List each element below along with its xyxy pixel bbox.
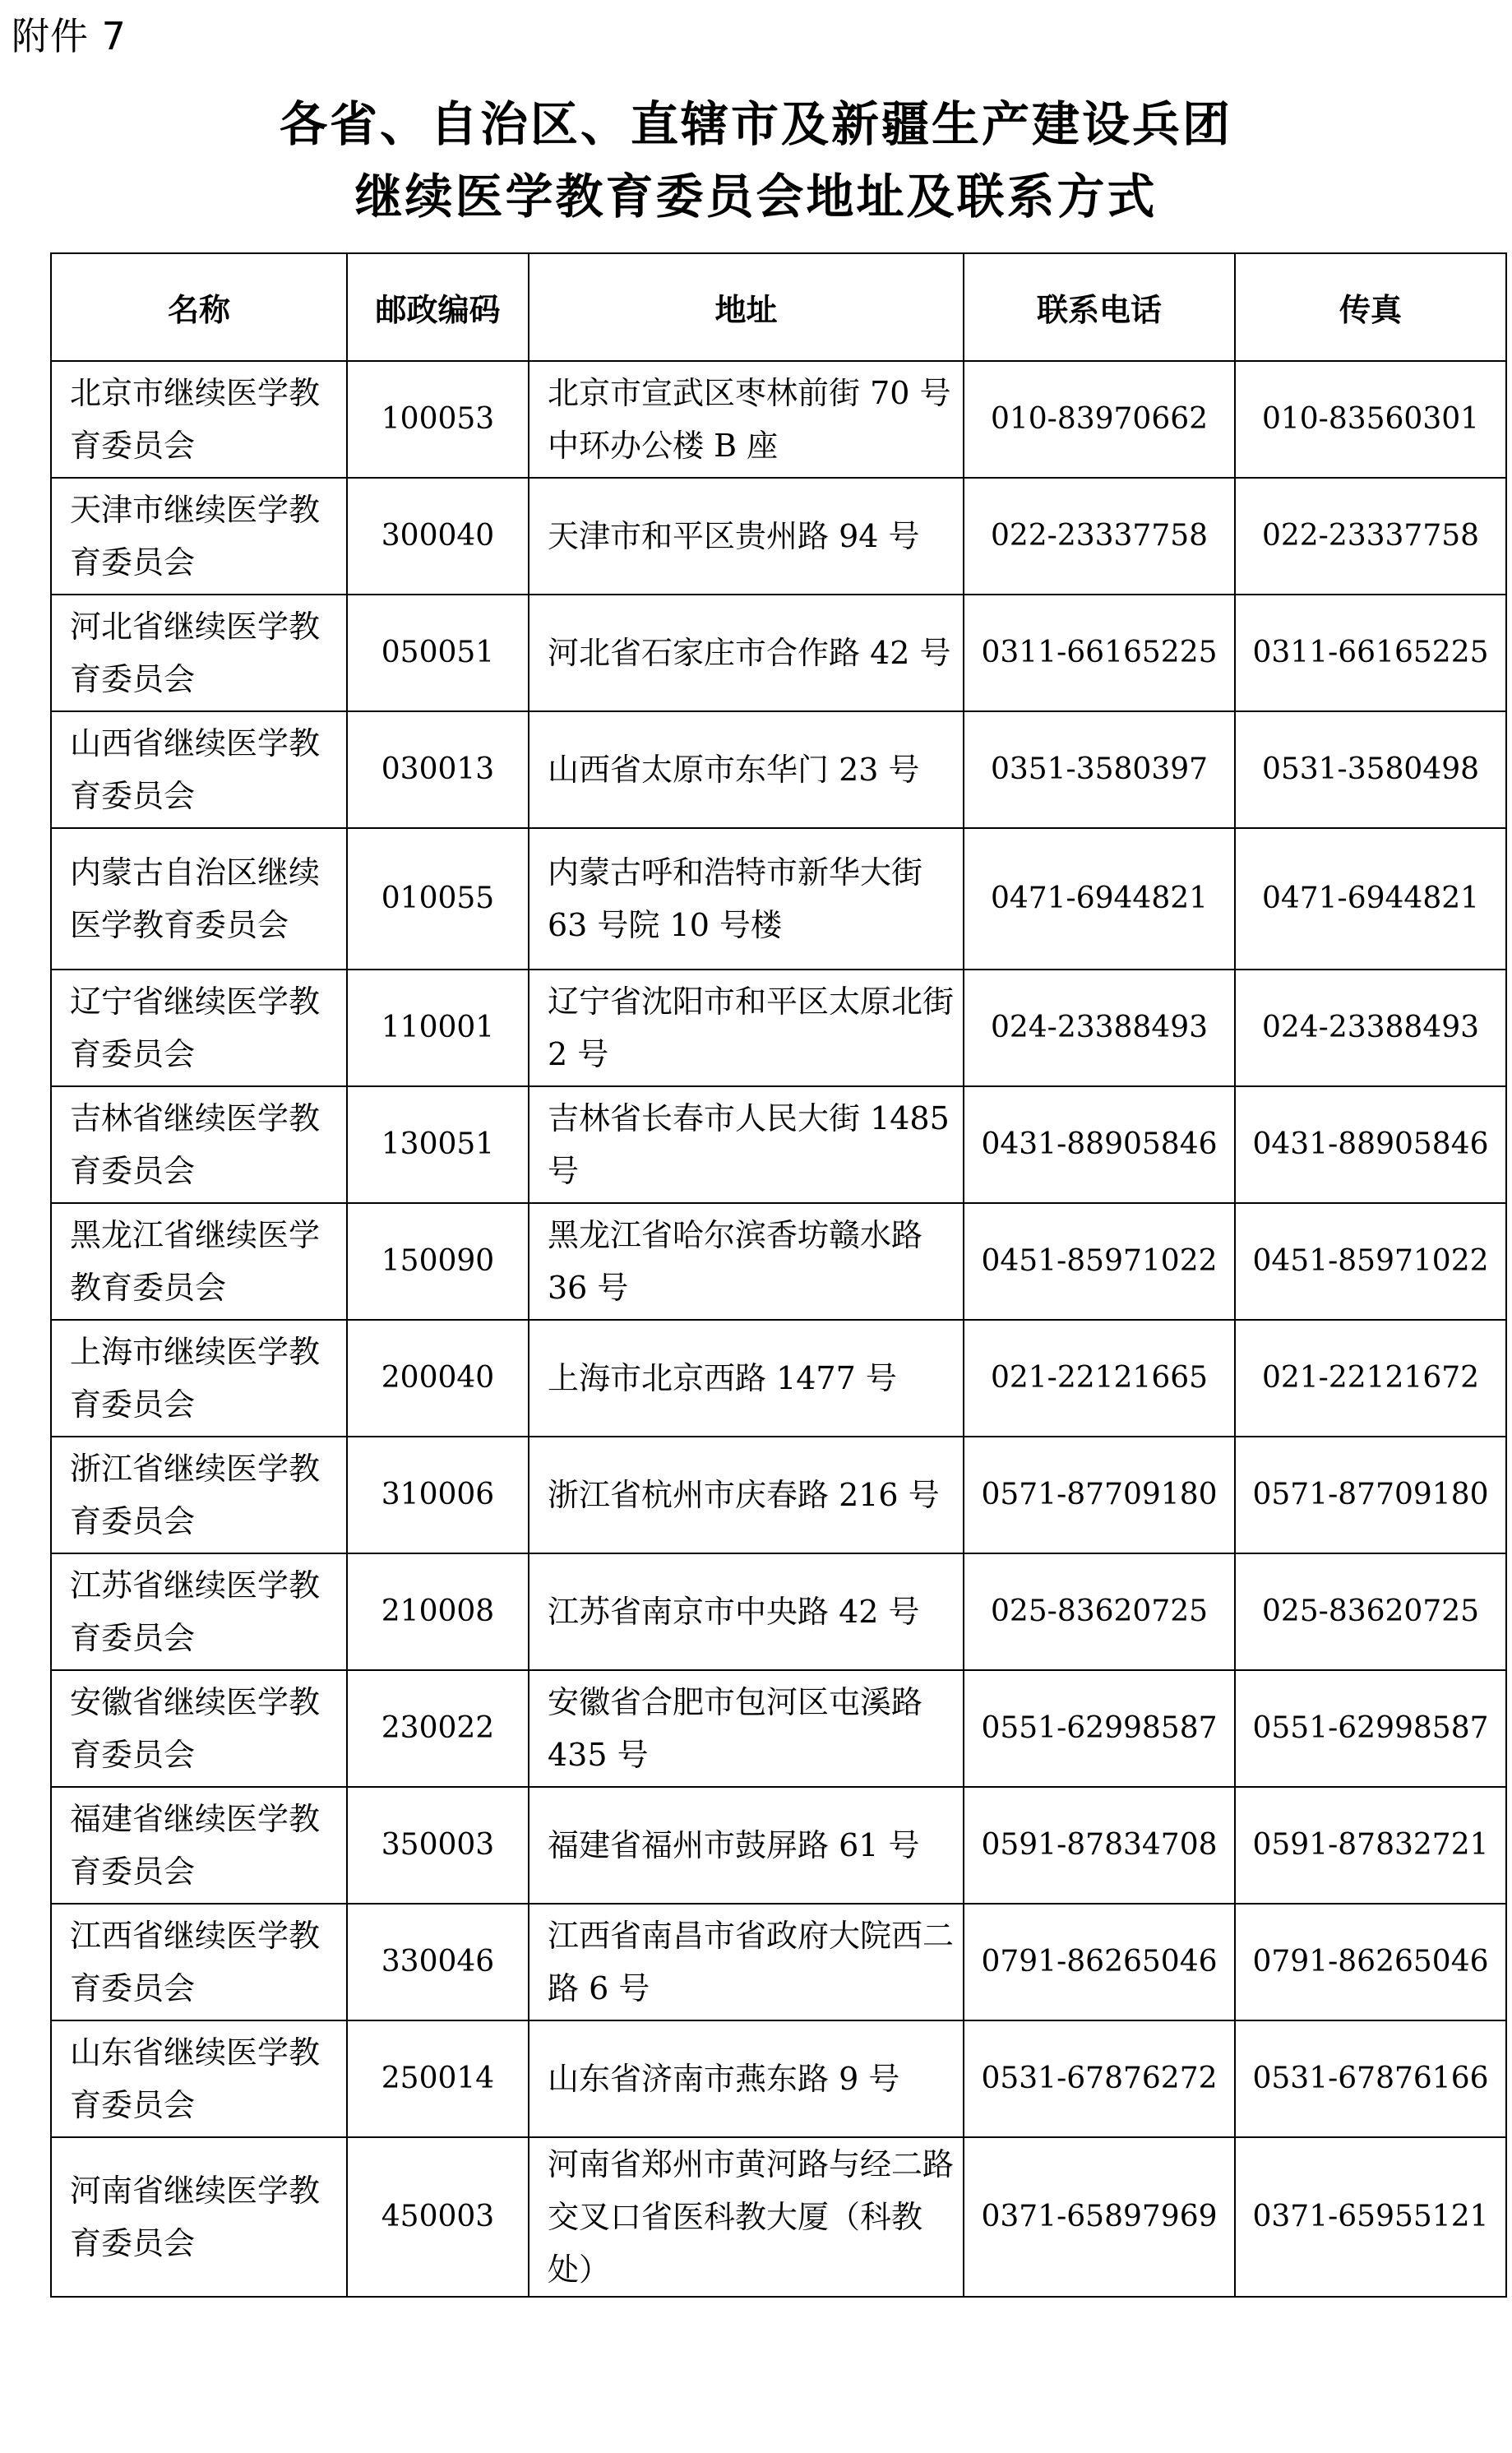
contact-table <box>50 252 1507 2298</box>
phone: 0431-88905846 <box>964 1086 1235 1203</box>
table-row <box>51 2137 1506 2297</box>
postcode: 010055 <box>347 828 529 970</box>
fax: 0531-67876166 <box>1235 2020 1506 2137</box>
phone: 0551-62998587 <box>964 1670 1235 1787</box>
org-name: 福建省继续医学教育委员会 <box>51 1787 347 1904</box>
fax: 024-23388493 <box>1235 970 1506 1086</box>
org-name: 吉林省继续医学教育委员会 <box>51 1086 347 1203</box>
postcode: 350003 <box>347 1787 529 1904</box>
fax: 0471-6944821 <box>1235 828 1506 970</box>
org-name: 山西省继续医学教育委员会 <box>51 711 347 828</box>
table-row <box>51 2020 1506 2137</box>
phone: 0591-87834708 <box>964 1787 1235 1904</box>
address: 山西省太原市东华门 23 号 <box>529 711 964 828</box>
address: 黑龙江省哈尔滨香坊赣水路 36 号 <box>529 1203 964 1320</box>
org-name: 辽宁省继续医学教育委员会 <box>51 970 347 1086</box>
postcode: 210008 <box>347 1553 529 1670</box>
phone: 0311-66165225 <box>964 595 1235 711</box>
table-row <box>51 361 1506 478</box>
phone: 0531-67876272 <box>964 2020 1235 2137</box>
address: 江西省南昌市省政府大院西二路 6 号 <box>529 1904 964 2020</box>
table-row <box>51 1086 1506 1203</box>
org-name: 上海市继续医学教育委员会 <box>51 1320 347 1437</box>
address: 辽宁省沈阳市和平区太原北街 2 号 <box>529 970 964 1086</box>
table-row <box>51 828 1506 970</box>
fax: 0591-87832721 <box>1235 1787 1506 1904</box>
fax: 010-83560301 <box>1235 361 1506 478</box>
table-row <box>51 1437 1506 1553</box>
address: 山东省济南市燕东路 9 号 <box>529 2020 964 2137</box>
fax: 0531-3580498 <box>1235 711 1506 828</box>
org-name: 安徽省继续医学教育委员会 <box>51 1670 347 1787</box>
phone: 0571-87709180 <box>964 1437 1235 1553</box>
org-name: 黑龙江省继续医学教育委员会 <box>51 1203 347 1320</box>
postcode: 100053 <box>347 361 529 478</box>
postcode: 330046 <box>347 1904 529 2020</box>
org-name: 北京市继续医学教育委员会 <box>51 361 347 478</box>
fax: 0371-65955121 <box>1235 2137 1506 2297</box>
table-row <box>51 711 1506 828</box>
address: 上海市北京西路 1477 号 <box>529 1320 964 1437</box>
attachment-label: 附件 7 <box>12 14 127 58</box>
table-row <box>51 1203 1506 1320</box>
address: 吉林省长春市人民大街 1485 号 <box>529 1086 964 1203</box>
phone: 0471-6944821 <box>964 828 1235 970</box>
table-row <box>51 595 1506 711</box>
fax: 025-83620725 <box>1235 1553 1506 1670</box>
address: 江苏省南京市中央路 42 号 <box>529 1553 964 1670</box>
title-line-1: 各省、自治区、直辖市及新疆生产建设兵团 <box>279 96 1232 152</box>
fax: 0551-62998587 <box>1235 1670 1506 1787</box>
phone: 0451-85971022 <box>964 1203 1235 1320</box>
fax: 0571-87709180 <box>1235 1437 1506 1553</box>
org-name: 内蒙古自治区继续医学教育委员会 <box>51 828 347 970</box>
phone: 022-23337758 <box>964 478 1235 595</box>
fax: 0431-88905846 <box>1235 1086 1506 1203</box>
table-row <box>51 478 1506 595</box>
postcode: 310006 <box>347 1437 529 1553</box>
fax: 0791-86265046 <box>1235 1904 1506 2020</box>
org-name: 河北省继续医学教育委员会 <box>51 595 347 711</box>
table-row <box>51 1553 1506 1670</box>
address: 安徽省合肥市包河区屯溪路 435 号 <box>529 1670 964 1787</box>
postcode: 050051 <box>347 595 529 711</box>
postcode: 450003 <box>347 2137 529 2297</box>
header-row <box>51 253 1506 361</box>
title-line-2: 继续医学教育委员会地址及联系方式 <box>354 169 1158 224</box>
org-name: 江西省继续医学教育委员会 <box>51 1904 347 2020</box>
address: 福建省福州市鼓屏路 61 号 <box>529 1787 964 1904</box>
table-row <box>51 1787 1506 1904</box>
header-postcode: 邮政编码 <box>347 253 529 361</box>
postcode: 230022 <box>347 1670 529 1787</box>
postcode: 150090 <box>347 1203 529 1320</box>
header-address: 地址 <box>529 253 964 361</box>
phone: 024-23388493 <box>964 970 1235 1086</box>
postcode: 130051 <box>347 1086 529 1203</box>
table-row <box>51 1320 1506 1437</box>
phone: 010-83970662 <box>964 361 1235 478</box>
address: 河南省郑州市黄河路与经二路交叉口省医科教大厦（科教处） <box>529 2137 964 2297</box>
phone: 025-83620725 <box>964 1553 1235 1670</box>
table-row <box>51 1904 1506 2020</box>
fax: 0311-66165225 <box>1235 595 1506 711</box>
address: 北京市宣武区枣林前街 70 号中环办公楼 B 座 <box>529 361 964 478</box>
address: 天津市和平区贵州路 94 号 <box>529 478 964 595</box>
postcode: 200040 <box>347 1320 529 1437</box>
phone: 021-22121665 <box>964 1320 1235 1437</box>
header-fax: 传真 <box>1235 253 1506 361</box>
postcode: 300040 <box>347 478 529 595</box>
table-row <box>51 970 1506 1086</box>
header-name: 名称 <box>51 253 347 361</box>
phone: 0791-86265046 <box>964 1904 1235 2020</box>
address: 内蒙古呼和浩特市新华大街 63 号院 10 号楼 <box>529 828 964 970</box>
address: 浙江省杭州市庆春路 216 号 <box>529 1437 964 1553</box>
org-name: 山东省继续医学教育委员会 <box>51 2020 347 2137</box>
phone: 0351-3580397 <box>964 711 1235 828</box>
fax: 0451-85971022 <box>1235 1203 1506 1320</box>
phone: 0371-65897969 <box>964 2137 1235 2297</box>
org-name: 河南省继续医学教育委员会 <box>51 2137 347 2297</box>
address: 河北省石家庄市合作路 42 号 <box>529 595 964 711</box>
org-name: 天津市继续医学教育委员会 <box>51 478 347 595</box>
postcode: 250014 <box>347 2020 529 2137</box>
org-name: 江苏省继续医学教育委员会 <box>51 1553 347 1670</box>
table-row <box>51 1670 1506 1787</box>
postcode: 030013 <box>347 711 529 828</box>
org-name: 浙江省继续医学教育委员会 <box>51 1437 347 1553</box>
fax: 021-22121672 <box>1235 1320 1506 1437</box>
header-phone: 联系电话 <box>964 253 1235 361</box>
postcode: 110001 <box>347 970 529 1086</box>
fax: 022-23337758 <box>1235 478 1506 595</box>
